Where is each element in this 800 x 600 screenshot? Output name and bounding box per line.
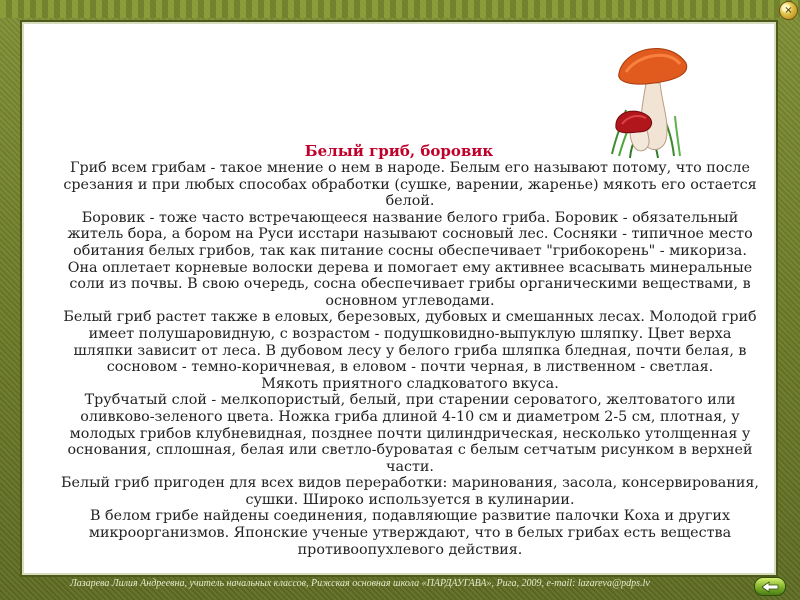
slide-footer: Лазарева Лилия Андреевна, учитель начальных классов, Рижская основная школа «ПАРДАУГАВА», Рига, 2009, e-mail: lazareva@pdps.lv [70,578,650,589]
paragraph: Боровик - тоже часто встречающееся название белого гриба. Боровик - обязательный житель бора, а бором на Руси исстари называют сосновый лес. Сосняки - типичное место обитания белых грибов, так как питание сосны обеспечивает "грибокорень" - микориза. Она оплетает корневые волоски дерева и помогает ему активнее всасывать минеральные соли из почвы. В свою очередь, сосна обеспечивает грибы органическими веществами, в основном углеводами. [67,209,753,309]
paragraph: Гриб всем грибам - такое мнение о нем в народе. Белым его называют потому, что после срезания и при любых способах обработки (сушке, варении, жаренье) мякоть его остается белой. [63,160,757,210]
paragraph: Трубчатый слой - мелкопористый, белый, при старении сероватого, желтоватого или оливково-зеленого цвета. Ножка гриба длиной 4-10 см и диаметром 2-5 см, плотная, у молодых грибов клубневидная, позднее почти цилиндрическая, несколько утолщенная у основания, сплошная, белая или светло-буроватая с белым сетчатым рисунком в верхней части. [67,392,753,475]
close-icon[interactable]: × [779,1,798,20]
back-button[interactable] [754,577,786,596]
paragraph: В белом грибе найдены соединения, подавляющие развитие палочки Коха и других микроорганизмов. Японские ученые утверждают, что в белых грибах есть вещества противоопухлевого действия. [88,508,732,558]
paragraph: Белый гриб пригоден для всех видов переработки: маринования, засола, консервирования, сушки. Широко используется в кулинарии. [61,475,759,508]
paragraph: Мякоть приятного сладковатого вкуса. [261,375,559,392]
decorative-top-border [0,0,800,18]
back-arrow-icon [761,581,779,593]
paragraph: Белый гриб растет также в еловых, березовых, дубовых и смешанных лесах. Молодой гриб имеет полушаровидную, с возрастом - подушковидно-выпуклую шляпку. Цвет верха шляпки зависит от леса. В дубовом лесу у белого гриба шляпка бледная, почти белая, в сосновом - темно-коричневая, в еловом - почти черная, в лиственном - светлая. [63,309,757,376]
mushroom-illustration [604,28,694,160]
slide-body-text [58,160,762,558]
slide-title: Белый гриб, боровик [304,142,494,160]
